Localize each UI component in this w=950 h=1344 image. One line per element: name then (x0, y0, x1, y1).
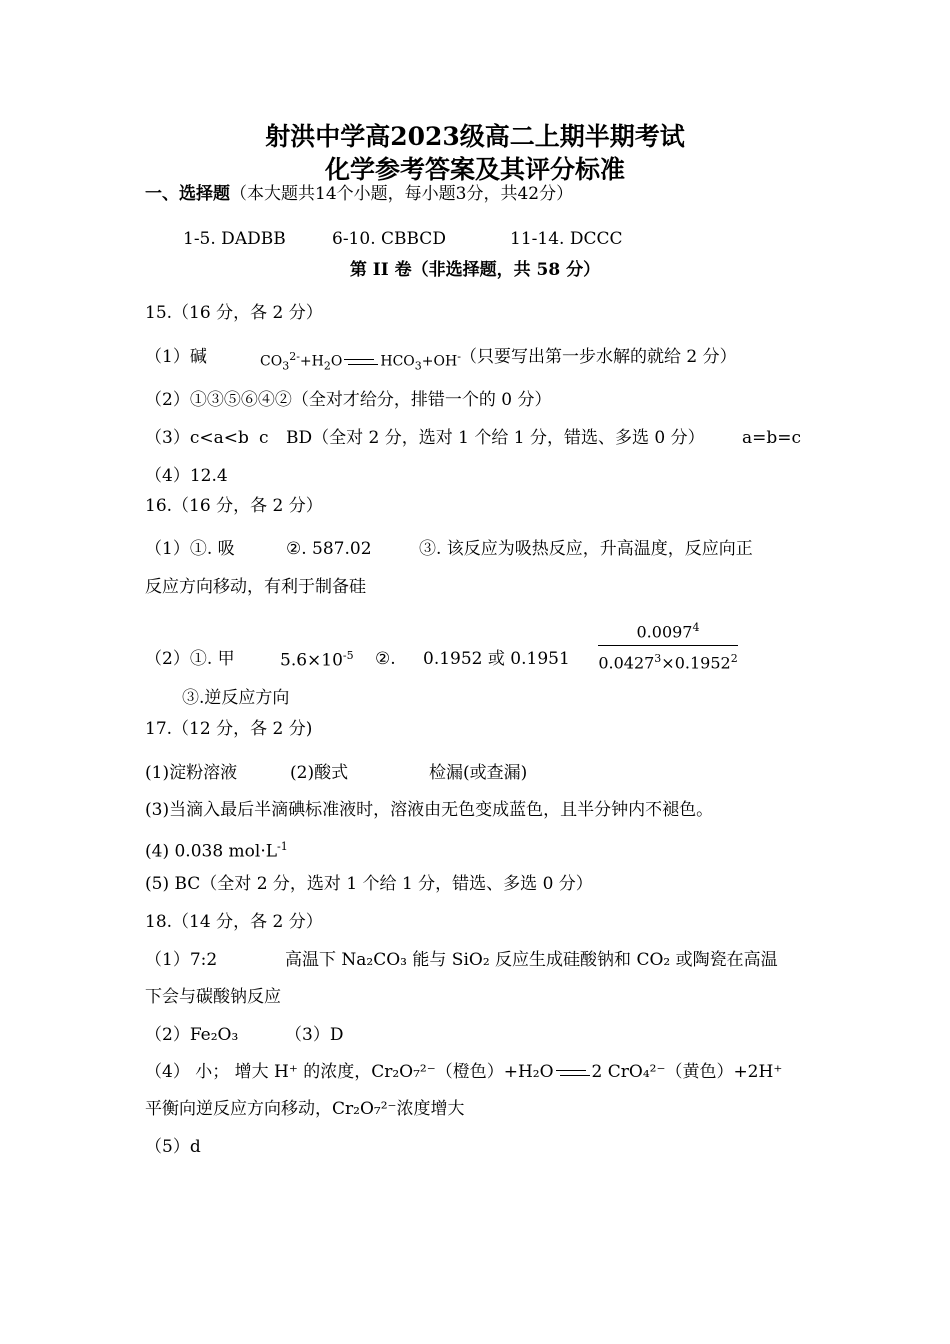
q18-s2: （2）Fe₂O₃ (145, 1025, 239, 1045)
q17-s3: (3)当滴入最后半滴碘标准液时，溶液由无色变成蓝色，且半分钟内不褪色。 (145, 800, 714, 820)
part-2-heading: 第 II 卷（非选择题，共 58 分） (349, 260, 601, 280)
q17-s1: (1)淀粉溶液 (145, 763, 238, 783)
q17-s2: (2)酸式 (290, 763, 349, 783)
q15-s3b: c (259, 428, 269, 448)
q18-s3: （3）D (285, 1025, 344, 1045)
q15-s4: （4）12.4 (145, 466, 228, 486)
equilibrium-arrow-icon (556, 1068, 590, 1078)
q16-s2d: 0.1952 或 0.1951 (423, 649, 570, 669)
q15-s3d: a=b=c (742, 428, 802, 448)
mc-answers-1: 1-5. DADBB (183, 229, 286, 249)
q16-s1d: 反应方向移动，有利于制备硅 (145, 577, 366, 597)
q15-equation: $CO_3^{2-}+H_2O$ $HCO_3+OH^-$ (260, 350, 461, 373)
q15-s3c: BD（全对 2 分，选对 1 个给 1 分，错选、多选 0 分） (286, 428, 705, 448)
q18-s1c: 下会与碳酸钠反应 (145, 987, 281, 1007)
q15-s3a: （3）c<a<b (145, 428, 249, 448)
page-title: 射洪中学高2023级高二上期半期考试 (265, 122, 685, 151)
q15-s1-note: （只要写出第一步水解的就给 2 分） (460, 347, 737, 367)
q16-s2c: ②. (375, 649, 396, 669)
q16-s2e: ③.逆反应方向 (182, 688, 290, 708)
q18-s1a: （1）7:2 (145, 950, 218, 970)
q18-heading: 18.（14 分，各 2 分） (145, 912, 323, 932)
page-subtitle: 化学参考答案及其评分标准 (324, 155, 625, 184)
q16-s1b: ②. 587.02 (286, 539, 372, 559)
fraction-denominator: $0.0427^3\times 0.1952^2$ (598, 652, 738, 673)
q18-s4c: 平衡向逆反应方向移动，Cr₂O₇²⁻浓度增大 (145, 1099, 465, 1119)
equilibrium-arrow-icon (344, 357, 378, 367)
q17-heading: 17.（12 分，各 2 分) (145, 719, 313, 739)
q18-s5: （5）d (145, 1137, 201, 1157)
section-1-heading: 一、选择题（本大题共14个小题，每小题3分，共42分） (145, 184, 574, 204)
q15-heading: 15.（16 分，各 2 分） (145, 303, 323, 323)
q15-s1-label: （1）碱 (145, 347, 207, 367)
q16-s2b: $5.6\times 10^{-5}$ (280, 649, 354, 671)
q17-s5: (5) BC（全对 2 分，选对 1 个给 1 分，错选、多选 0 分） (145, 874, 593, 894)
q16-s2a: （2）①. 甲 (145, 649, 235, 669)
q18-s4-line1: （4） 小； 增大 H⁺ 的浓度，Cr₂O₇²⁻（橙色）+H₂O 2 CrO₄²⁻（黄色）+2H⁺ (145, 1062, 783, 1082)
q16-s1a: （1）①. 吸 (145, 539, 235, 559)
fraction-numerator: 0.0097$^4$ (598, 618, 738, 646)
mc-answers-3: 11-14. DCCC (510, 229, 623, 249)
mc-answers-2: 6-10. CBBCD (332, 229, 446, 249)
q16-s1c: ③. 该反应为吸热反应，升高温度，反应向正 (419, 539, 753, 559)
q17-s4: (4) 0.038 $mol\cdot L^{-1}$ (145, 840, 288, 862)
q17-s2b: 检漏(或查漏) (429, 763, 528, 783)
q18-s1b: 高温下 Na₂CO₃ 能与 SiO₂ 反应生成硅酸钠和 CO₂ 或陶瓷在高温 (285, 950, 778, 970)
equilibrium-constant-fraction (598, 618, 738, 674)
q15-s2: （2）①③⑤⑥④②（全对才给分，排错一个的 0 分） (145, 390, 552, 410)
q16-heading: 16.（16 分，各 2 分） (145, 496, 323, 516)
